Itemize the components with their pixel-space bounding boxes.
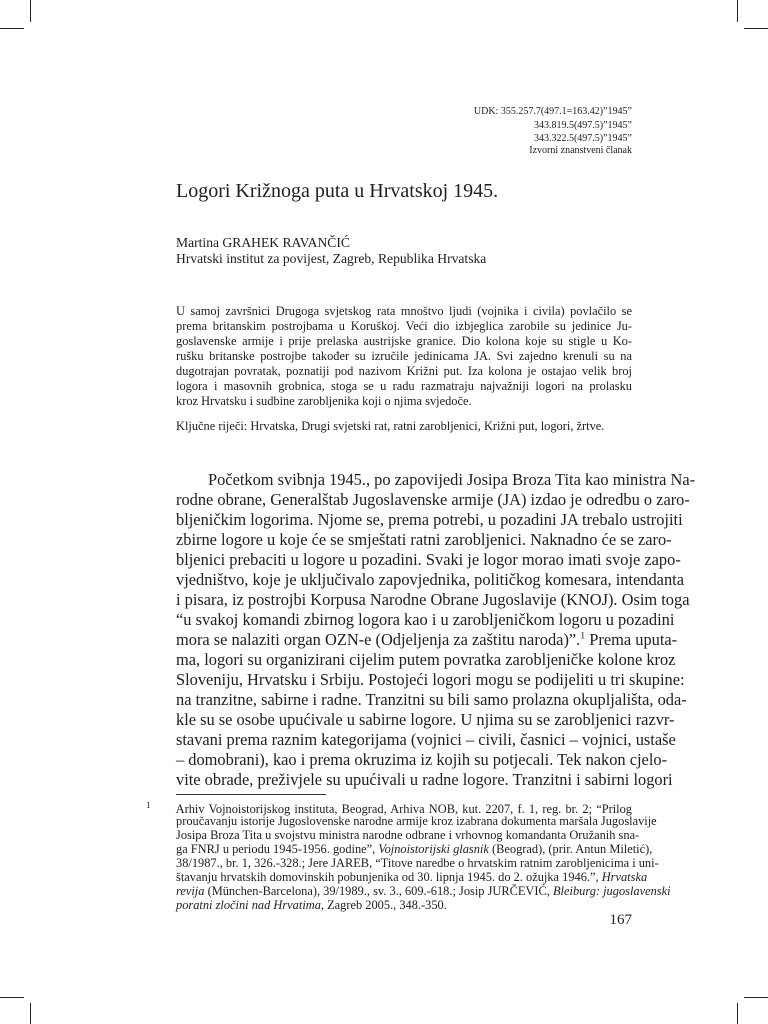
footnote-ref[interactable]: 1: [580, 630, 586, 642]
keywords: Ključne riječi: Hrvatska, Drugi svjetski rat, ratni zarobljenici, Križni put, logori, žrtve.: [176, 419, 605, 433]
body-line: Početkom svibnja 1945., po zapovijedi Josipa Broza Tita kao ministra Na-: [208, 470, 696, 489]
article-type: Izvorni znanstveni članak: [529, 145, 632, 156]
crop-mark: [744, 997, 768, 998]
footnote-line: [176, 870, 648, 885]
author-affiliation: Hrvatski institut za povijest, Zagreb, Republika Hrvatska: [176, 251, 487, 266]
abstract-line: kroz Hrvatsku i sudbine zarobljenika koji o njima svjedoče.: [176, 394, 472, 408]
body-line-text: Prema uputa-: [585, 630, 678, 649]
udk-code-line: 343.819.5(497.5)”1945”: [533, 120, 632, 131]
body-line: – domobrani), kao i prema okruzima iz kojih su potjecali. Tek nakon cjelo-: [176, 750, 668, 769]
article-title: Logori Križnoga puta u Hrvatskoj 1945.: [176, 180, 499, 202]
footnote-text: (München-Barcelona), 39/1989., sv. 3., 609.-618.; Josip JURČEVIĆ,: [207, 884, 550, 898]
footnote-line: [176, 842, 653, 857]
footnote-text: , Zagreb 2005., 348.-350.: [320, 898, 447, 912]
footnote-number: 1: [146, 800, 151, 810]
footnote-line: [176, 884, 671, 899]
footnote-line: Josipa Broza Tita u svojstvu ministra narodne odbrane i vrhovnog komandanta Oružanih sna-: [176, 828, 640, 842]
footnote-italic-title: Hrvatska: [601, 870, 648, 884]
footnote-text: Arhiv Vojnoistorijskog instituta, Beograd, Arhiva NOB, kut. 2207, f. 1, reg. br. 2; “Prilog: [175, 802, 633, 817]
abstract-line: logora i masovnih grobnica, stoga se u radu razmatraju najvažniji logori na prolasku: [176, 379, 632, 393]
crop-mark: [0, 997, 24, 998]
footnote-separator: [176, 794, 326, 795]
crop-mark: [737, 0, 738, 22]
udk-code-line: 343.322.5(497.5)”1945”: [533, 133, 632, 144]
body-line: bljeničkim logorima. Njome se, prema potrebi, u pozadini JA trebalo ustrojiti: [176, 510, 683, 529]
body-line: vjedništvo, koje je uključivalo zapovjednika, političkog komesara, intendanta: [176, 570, 684, 589]
body-line: bljenici prebaciti u logore u pozadini. Svaki je logor morao imati svoje zapo-: [176, 550, 681, 569]
body-line: vite obrade, preživjele su upućivali u radne logore. Tranzitni i sabirni logori: [176, 770, 673, 789]
body-line: zbirne logore u koje će se smještati ratni zarobljenici. Naknadno će se zaro-: [176, 530, 672, 549]
crop-mark: [744, 28, 768, 29]
footnote-text: ga FNRJ u periodu 1945-1956. godine”,: [176, 842, 376, 856]
footnote-italic-title: poratni zločini nad Hrvatima: [176, 898, 321, 912]
crop-mark: [30, 0, 31, 22]
footnote-italic-title: Bleiburg: jugoslavenski: [552, 884, 671, 898]
crop-mark: [30, 1003, 31, 1024]
footnote-line: proučavanju istorije Jugoslovenske narodne armije kroz izabrana dokumenta maršala Jugoslavije: [176, 814, 657, 828]
abstract-line: dugotrajan povratak, poznatiji pod nazivom Križni put. Iza kolona je ostajao velik broj: [176, 364, 632, 378]
body-line: rodne obrane, Generalštab Jugoslavenske armije (JA) izdao je odredbu o zaro-: [176, 490, 690, 509]
abstract-line: goslavenske armije i prije prelaska austrijske granice. Dio kolona koje su stigle u Ko-: [176, 334, 632, 348]
body-line: kle su se osobe upućivale u sabirne logore. U njima su se zarobljenici razvr-: [176, 710, 675, 729]
crop-mark: [737, 1003, 738, 1024]
page-number: 167: [609, 912, 632, 928]
abstract-line: prema britanskim postrojbama u Koruškoj. Veći dio izbjeglica zarobile su jedinice Ju-: [176, 319, 632, 333]
footnote-italic-title: Vojnoistorijski glasnik: [378, 842, 489, 856]
footnote-line: [176, 898, 632, 913]
author-name: Martina GRAHEK RAVANČIĆ: [176, 235, 350, 250]
udk-code-line: UDK: 355.257.7(497.1=163.42)”1945”: [473, 106, 632, 117]
body-line: “u svakoj komandi zbirnog logora kao i u zarobljeničkom logoru u pozadini: [176, 610, 675, 629]
body-line: i pisara, iz postrojbi Korpusa Narodne Obrane Jugoslavije (KNOJ). Osim toga: [176, 590, 690, 609]
body-line: Sloveniju, Hrvatsku i Srbiju. Postojeći logori mogu se podijeliti u tri skupine:: [176, 670, 685, 689]
footnote-line: 38/1987., br. 1, 326.-328.; Jere JAREB, “Titove naredbe o hrvatskim ratnim zarobljenicima i uni-: [176, 856, 659, 870]
crop-mark: [0, 28, 24, 29]
footnote-text: (Beograd), (prir. Antun Miletić),: [491, 842, 653, 856]
body-line: stavani prema raznim kategorijama (vojnici – civili, časnici – vojnici, ustaše: [176, 730, 676, 749]
body-line: [176, 630, 678, 650]
footnote-italic-title: revija: [176, 884, 205, 898]
body-line: ma, logori su organizirani cijelim putem povratka zarobljeničke kolone kroz: [176, 650, 676, 669]
abstract-line: rušku britanske postrojbe također su izručile jedinicama JA. Svi zajedno krenuli su na: [176, 349, 632, 363]
abstract-line: U samoj završnici Drugoga svjetskog rata mnoštvo ljudi (vojnika i civila) povlačilo se: [176, 304, 632, 318]
body-line: na tranzitne, sabirne i radne. Tranzitni su bili samo prolazna okupljališta, oda-: [176, 690, 687, 709]
body-line-text: mora se nalaziti organ OZN-e (Odjeljenja za zaštitu naroda)”.: [176, 630, 581, 649]
footnote-text: štavanju hrvatskih domovinskih pobunjenika od 30. lipnja 1945. do 2. ožujka 1946.”,: [176, 870, 599, 884]
